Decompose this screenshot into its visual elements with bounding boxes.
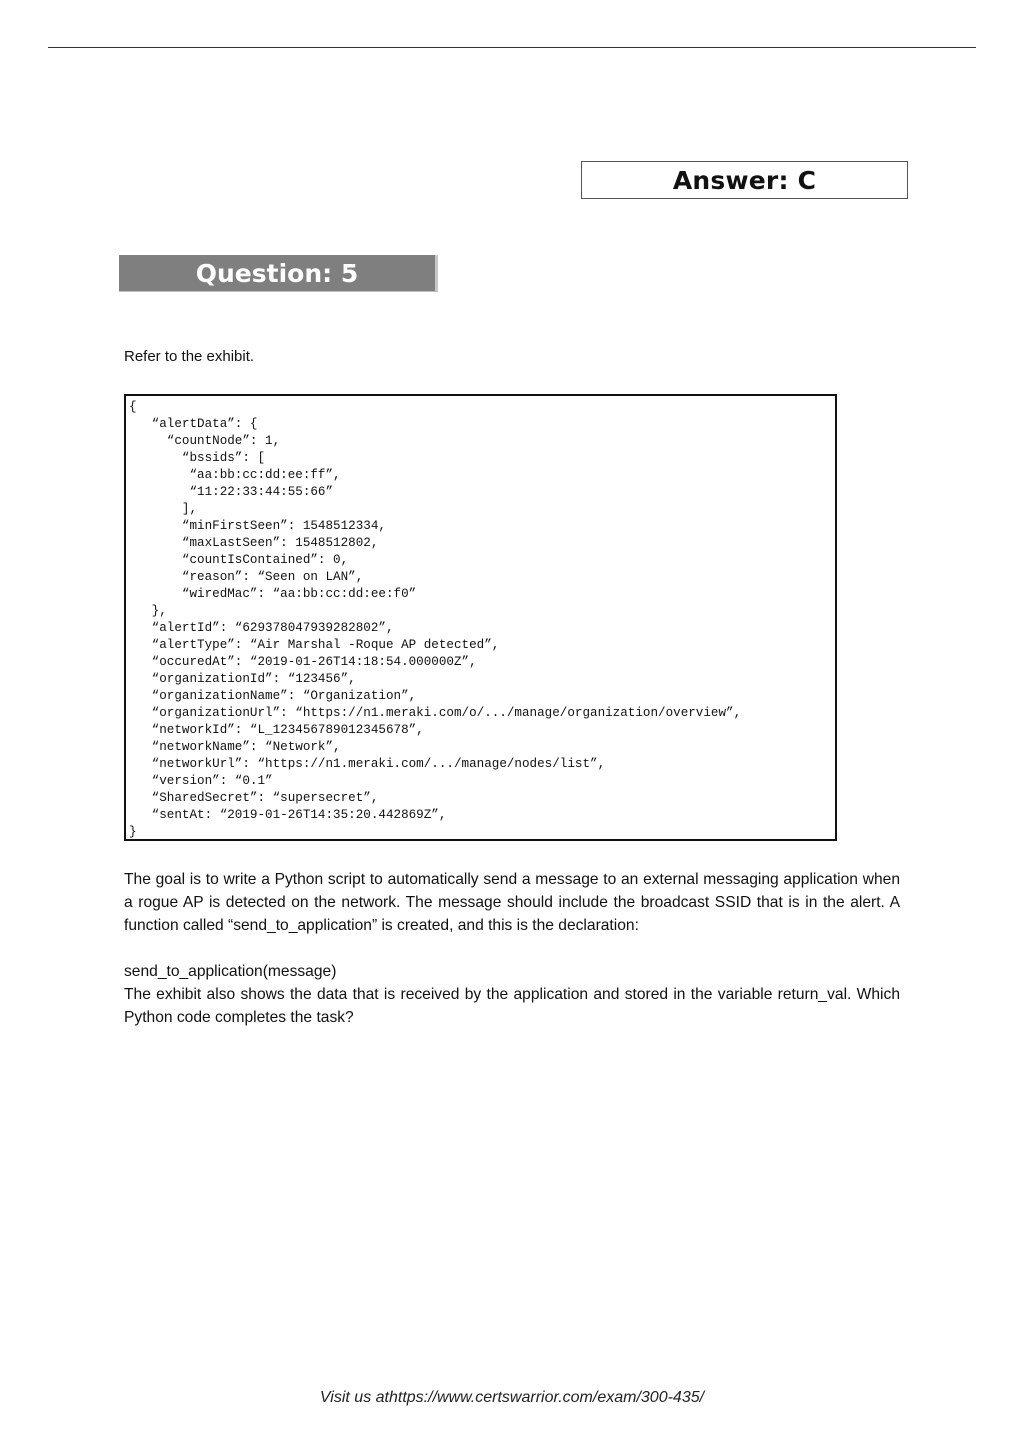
intro-text: Refer to the exhibit.	[124, 348, 255, 365]
body-paragraph-goal: The goal is to write a Python script to automatically send a message to an external messaging application when a rogue AP is detected on the network. The message should include the broadcast SSID that is in the alert. A function called “send_to_application” is created, and this is the declaration:	[124, 871, 900, 934]
header-divider	[48, 47, 976, 48]
exhibit-code: { “alertData”: { “countNode”: 1, “bssids”: [ “aa:bb:cc:dd:ee:ff”, “11:22:33:44:55:66” ], “minFirstSeen”: 1548512334, “maxLastSeen”: 1548512802, “countIsContained”: 0, “reason”: “Seen on LAN”, “wiredMac”: “aa:bb:cc:dd:ee:f0” }, “alertId”: “629378047939282802”, “alertType”: “Air Marshal -Roque AP detected”, “occuredAt”: “2019-01-26T14:18:54.000000Z”, “organizationId”: “123456”, “organizationName”: “Organization”, “organizationUrl”: “https://n1.meraki.com/o/.../manage/organization/overview”, “networkId”: “L_123456789012345678”, “networkName”: “Network”, “networkUrl”: “https://n1.meraki.com/.../manage/nodes/list”, “version”: “0.1” “SharedSecret”: “supersecret”, “sentAt: “2019-01-26T14:35:20.442869Z”, }	[129, 400, 742, 839]
answer-label: Answer: C	[672, 165, 817, 195]
answer-box	[581, 161, 908, 199]
body-paragraph-declaration: send_to_application(message)	[124, 963, 337, 980]
exhibit-code-box	[124, 394, 837, 841]
footer-link-text: Visit us athttps://www.certswarrior.com/exam/300-435/	[319, 1389, 705, 1406]
question-label: Question: 5	[195, 258, 359, 288]
body-paragraph-question: The exhibit also shows the data that is received by the application and stored in the variable return_val. Which Python code completes the task?	[124, 986, 900, 1026]
question-header	[119, 255, 438, 292]
